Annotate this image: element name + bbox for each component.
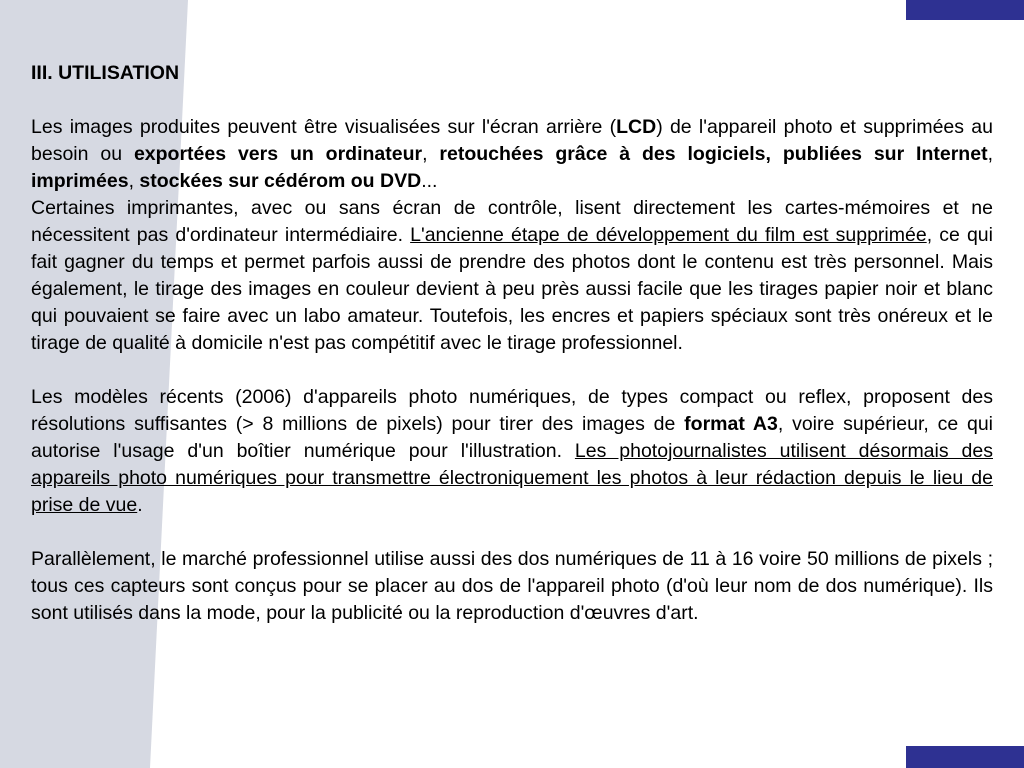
spacer: [31, 357, 993, 384]
p1-bold-print: imprimées: [31, 170, 129, 192]
p3-bold-a3: format A3: [684, 413, 778, 435]
p1-text-4: ,: [987, 143, 993, 165]
p3-underline-photojournalists: Les photojournalistes utilisent désormais des appareils photo numériques pour transmettre électroniquement les photos à leur rédaction depuis le lieu de prise de vue: [31, 440, 993, 516]
p1-text-6: ...: [421, 170, 438, 192]
p2-underline-film: L'ancienne étape de développement du film est supprimée: [410, 224, 927, 246]
p1-bold-export: exportées vers un ordinateur: [133, 143, 423, 165]
p1-bold-storage: stockées sur cédérom ou DVD: [139, 170, 422, 192]
slide-content: [31, 60, 993, 627]
p3-text-1: Les modèles récents (2006) d'appareils photo numériques, de types compact ou reflex, proposent des résolutions suffisantes (> 8 millions de pixels) pour tirer des images de: [31, 386, 993, 435]
p1-bold-retouch: retouchées grâce à des logiciels, publiées sur Internet: [439, 143, 988, 165]
paragraph-digital-backs: Parallèlement, le marché professionnel utilise aussi des dos numériques de 11 à 16 voire 50 millions de pixels ; tous ces capteurs sont conçus pour se placer au dos de l'appareil photo (d'où leur nom de dos numérique). Ils sont utilisés dans la mode, pour la publicité ou la reproduction d'œuvres d'art.: [31, 548, 993, 624]
paragraph-recent-models: [31, 384, 993, 519]
p1-text-3: ,: [422, 143, 440, 165]
spacer: [31, 519, 993, 546]
p1-text-1: Les images produites peuvent être visualisées sur l'écran arrière (: [31, 116, 617, 138]
top-accent-bar: [906, 0, 1024, 20]
p1-bold-lcd: LCD: [616, 116, 657, 138]
p3-text-2: , voire supérieur, ce qui autorise l'usage d'un boîtier numérique pour l'illustration.: [31, 413, 994, 462]
paragraph-printers: [31, 195, 993, 357]
p1-text-2: ) de l'appareil photo et supprimées au besoin ou: [31, 116, 993, 165]
p2-text-2: , ce qui fait gagner du temps et permet parfois aussi de prendre des photos dont le contenu est très personnel. Mais également, le tirage des images en couleur devient à peu près aussi facile que les tirages papier noir et blanc qui pouvaient se faire avec un labo amateur. Toutefois, les encres et papiers spéciaux sont très onéreux et le tirage de qualité à domicile n'est pas compétitif avec le tirage professionnel.: [31, 224, 993, 354]
section-heading: III. UTILISATION: [31, 62, 180, 84]
p1-text-5: ,: [128, 170, 140, 192]
p2-text-1: Certaines imprimantes, avec ou sans écran de contrôle, lisent directement les cartes-mémoires et ne nécessitent pas d'ordinateur intermédiaire.: [31, 197, 993, 246]
spacer: [31, 87, 993, 114]
paragraph-display: [31, 114, 993, 195]
bottom-accent-bar: [906, 746, 1024, 768]
p3-text-3: .: [137, 494, 143, 516]
